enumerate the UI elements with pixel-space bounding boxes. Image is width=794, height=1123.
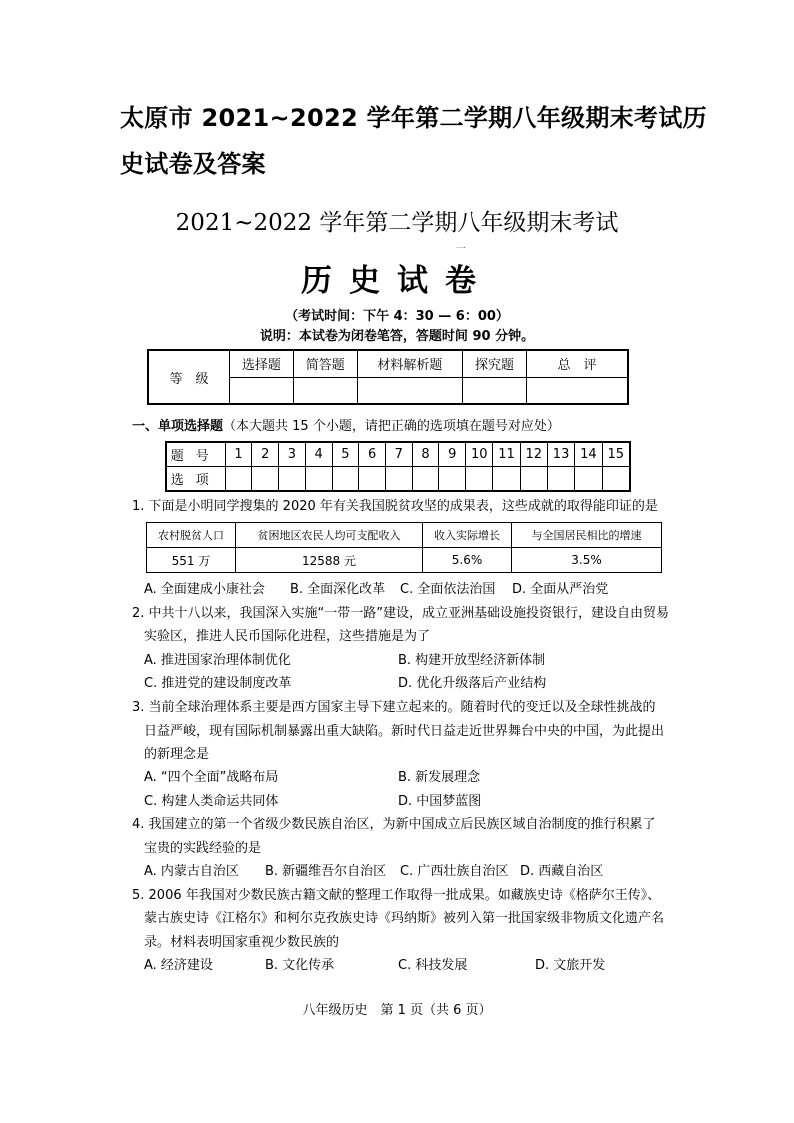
answer-table [165,441,631,492]
question-5-stem-line2: 蒙古族史诗《江格尔》和柯尔克孜族史诗《玛纳斯》被列入第一批国家级非物质文化遗产名 [144,911,665,926]
page-footer: 八年级历史 第 1 页（共 6 页） [302,1003,492,1018]
q4-option-a[interactable]: A. 内蒙古自治区 [144,864,239,879]
grade-score-cell[interactable] [293,377,357,404]
grade-row-label: 等 级 [148,350,230,404]
grade-header-choice: 选择题 [230,350,294,377]
answer-cell[interactable] [305,467,332,492]
grade-header-inquiry: 探究题 [463,350,527,377]
achievement-value: 3.5% [512,548,662,573]
answer-number: 15 [602,442,630,467]
q4-option-b[interactable]: B. 新疆维吾尔自治区 [265,864,387,879]
answer-number: 6 [359,442,386,467]
grade-header-short: 简答题 [293,350,357,377]
achievement-value: 5.6% [423,548,512,573]
question-4-stem-line1: 4. 我国建立的第一个省级少数民族自治区，为新中国成立后民族区域自治制度的推行积累了 [132,817,656,832]
q4-option-c[interactable]: C. 广西壮族自治区 [400,864,509,879]
q3-option-d[interactable]: D. 中国梦蓝图 [398,794,482,809]
q5-option-b[interactable]: B. 文化传承 [265,958,335,973]
subtitle-mark: 一 [456,244,466,255]
answer-cell[interactable] [575,467,602,492]
achievement-value: 551 万 [147,548,236,573]
answer-number-row [166,442,630,467]
q1-option-a[interactable]: A. 全面建成小康社会 [144,582,265,597]
answer-cell[interactable] [279,467,306,492]
q3-option-a[interactable]: A. “四个全面”战略布局 [144,770,279,785]
answer-number: 5 [332,442,359,467]
q3-option-c[interactable]: C. 构建人类命运共同体 [144,794,279,809]
answer-number: 14 [575,442,602,467]
q2-option-c[interactable]: C. 推进党的建设制度改革 [144,676,292,691]
q1-option-c[interactable]: C. 全面依法治国 [400,582,496,597]
answer-number: 11 [493,442,520,467]
q3-option-b[interactable]: B. 新发展理念 [398,770,481,785]
section1-heading [132,415,560,434]
section1-desc: （本大题共 15 个小题，请把正确的选项填在题号对应处） [223,419,560,434]
answer-number: 1 [225,442,252,467]
question-2-stem-line2: 实验区，推进人民币国际化进程，这些措施是为了 [144,629,431,644]
answer-cell[interactable] [602,467,630,492]
grade-score-cell[interactable] [527,377,629,404]
exam-subtitle: 2021~2022 学年第二学期八年级期末考试 [175,210,619,236]
grade-header-material: 材料解析题 [357,350,462,377]
answer-cell[interactable] [385,467,412,492]
q1-option-b[interactable]: B. 全面深化改革 [290,582,386,597]
answer-cell[interactable] [359,467,386,492]
answer-cell[interactable] [332,467,359,492]
answer-choice-row [166,467,630,492]
q1-option-d[interactable]: D. 全面从严治党 [512,582,609,597]
exam-note: 说明：本试卷为闭卷笔答，答题时间 90 分钟。 [259,329,535,344]
question-5-stem-line3: 录。材料表明国家重视少数民族的 [144,935,340,950]
answer-number: 2 [252,442,279,467]
achievement-header: 与全国居民相比的增速 [512,523,662,548]
question-2-stem-line1: 2. 中共十八以来，我国深入实施“一带一路”建设，成立亚洲基础设施投资银行，建设自由贸易 [132,606,670,621]
answer-cell[interactable] [547,467,574,492]
answer-cell[interactable] [493,467,520,492]
answer-number: 10 [466,442,493,467]
achievement-header: 农村脱贫人口 [147,523,236,548]
achievement-header: 贫困地区农民人均可支配收入 [236,523,423,548]
exam-title: 历史试卷 [301,263,493,299]
q5-option-c[interactable]: C. 科技发展 [398,958,468,973]
achievement-header: 收入实际增长 [423,523,512,548]
question-3-stem-line1: 3. 当前全球治理体系主要是西方国家主导下建立起来的。随着时代的变迁以及全球性挑战的 [132,700,656,715]
answer-number: 9 [439,442,466,467]
q5-option-a[interactable]: A. 经济建设 [144,958,213,973]
q2-option-b[interactable]: B. 构建开放型经济新体制 [398,653,546,668]
question-5-stem-line1: 5. 2006 年我国对少数民族古籍文献的整理工作取得一批成果。如藏族史诗《格萨尔王传》、 [132,888,661,903]
question-3-stem-line2: 日益严峻，现有国际机制暴露出重大缺陷。新时代日益走近世界舞台中央的中国，为此提出 [144,724,665,739]
q4-option-d[interactable]: D. 西藏自治区 [520,864,604,879]
question-4-stem-line2: 宝贵的实践经验的是 [144,841,262,856]
answer-cell[interactable] [412,467,439,492]
answer-number: 7 [385,442,412,467]
q5-option-d[interactable]: D. 文旅开发 [535,958,606,973]
answer-number: 4 [305,442,332,467]
answer-cell[interactable] [520,467,547,492]
grade-header-total: 总 评 [527,350,629,377]
answer-number: 13 [547,442,574,467]
grade-score-cell[interactable] [230,377,294,404]
achievement-value: 12588 元 [236,548,423,573]
answer-cell[interactable] [466,467,493,492]
answer-number: 3 [279,442,306,467]
question-3-stem-line3: 的新理念是 [144,747,210,762]
grade-score-cell[interactable] [463,377,527,404]
answer-number: 12 [520,442,547,467]
question-1-stem: 1. 下面是小明同学搜集的 2020 年有关我国脱贫攻坚的成果表，这些成就的取得能印证的是 [132,499,658,514]
exam-time: （考试时间：下午 4：30 — 6：00） [285,309,509,324]
answer-cell[interactable] [252,467,279,492]
grade-table [147,349,629,405]
document-title: 太原市 2021~2022 学年第二学期八年级期末考试历史试卷及答案 [120,104,707,178]
answer-cell[interactable] [225,467,252,492]
answer-cell[interactable] [439,467,466,492]
answer-row-label: 题号 [166,442,225,467]
answer-row-label: 选项 [166,467,225,492]
section1-title: 一、单项选择题 [132,419,224,434]
q2-option-d[interactable]: D. 优化升级落后产业结构 [398,676,547,691]
grade-score-cell[interactable] [357,377,462,404]
answer-number: 8 [412,442,439,467]
q2-option-a[interactable]: A. 推进国家治理体制优化 [144,653,291,668]
poverty-achievement-table [146,522,662,573]
